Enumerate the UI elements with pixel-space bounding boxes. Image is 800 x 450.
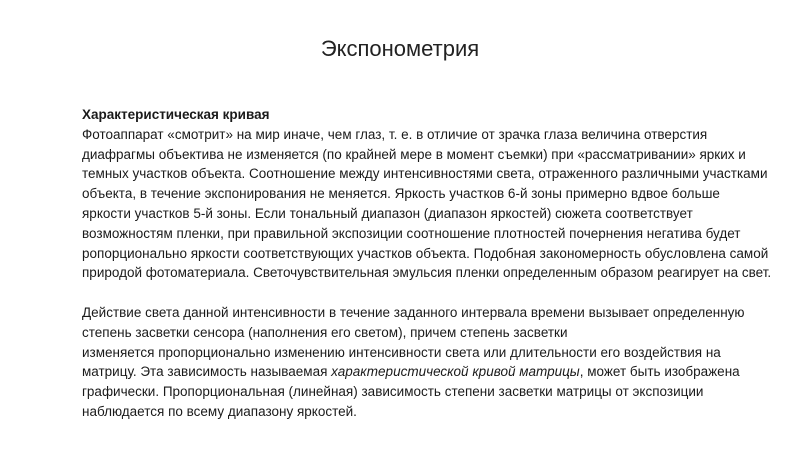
- paragraph-2-before-em: изменяется пропорционально изменению интенсивности света или длительности его воздействия на матрицу. Эта зависимость называемая: [82, 344, 721, 380]
- slide-body: [82, 105, 772, 422]
- paragraph-spacer: [82, 283, 772, 303]
- paragraph-1: Фотоаппарат «смотрит» на мир иначе, чем глаз, т. е. в отличие от зрачка глаза величина отверстия диафрагмы объектива не изменяется (по крайней мере в момент съемки) при «рассматривании» ярких и темных участков объекта. Соотношение между интенсивностями света, отраженного различными участками объекта, в течение экспонирования не меняется. Яркость участков 6-й зоны примерно вдвое больше яркости участков 5-й зоны. Если тональный диапазон (диапазон яркостей) сюжета соответствует возможностям пленки, при правильной экспозиции соотношение плотностей почернения негатива будет ропорционально яркости соответствующих участков объекта. Подобная закономерность обусловлена самой природой фотоматериала. Светочувствительная эмульсия пленки определенным образом реагирует на свет.: [82, 126, 772, 281]
- section-heading: Характеристическая кривая: [82, 107, 270, 122]
- paragraph-2-emphasis: характеристической кривой матрицы: [331, 364, 580, 380]
- paragraph-2-after-em: , может быть изображена графически. Пропорциональная (линейная) зависимость степени засветки матрицы от экспозиции наблюдается по всему диапазону яркостей.: [82, 364, 740, 419]
- page-title: Экспонометрия: [320, 36, 480, 61]
- paragraph-2-line-1: Действие света данной интенсивности в течение заданного интервала времени вызывает определенную степень засветки сенсора (наполнения его светом), причем степень засветки: [82, 304, 745, 340]
- paragraph-2: [82, 303, 772, 422]
